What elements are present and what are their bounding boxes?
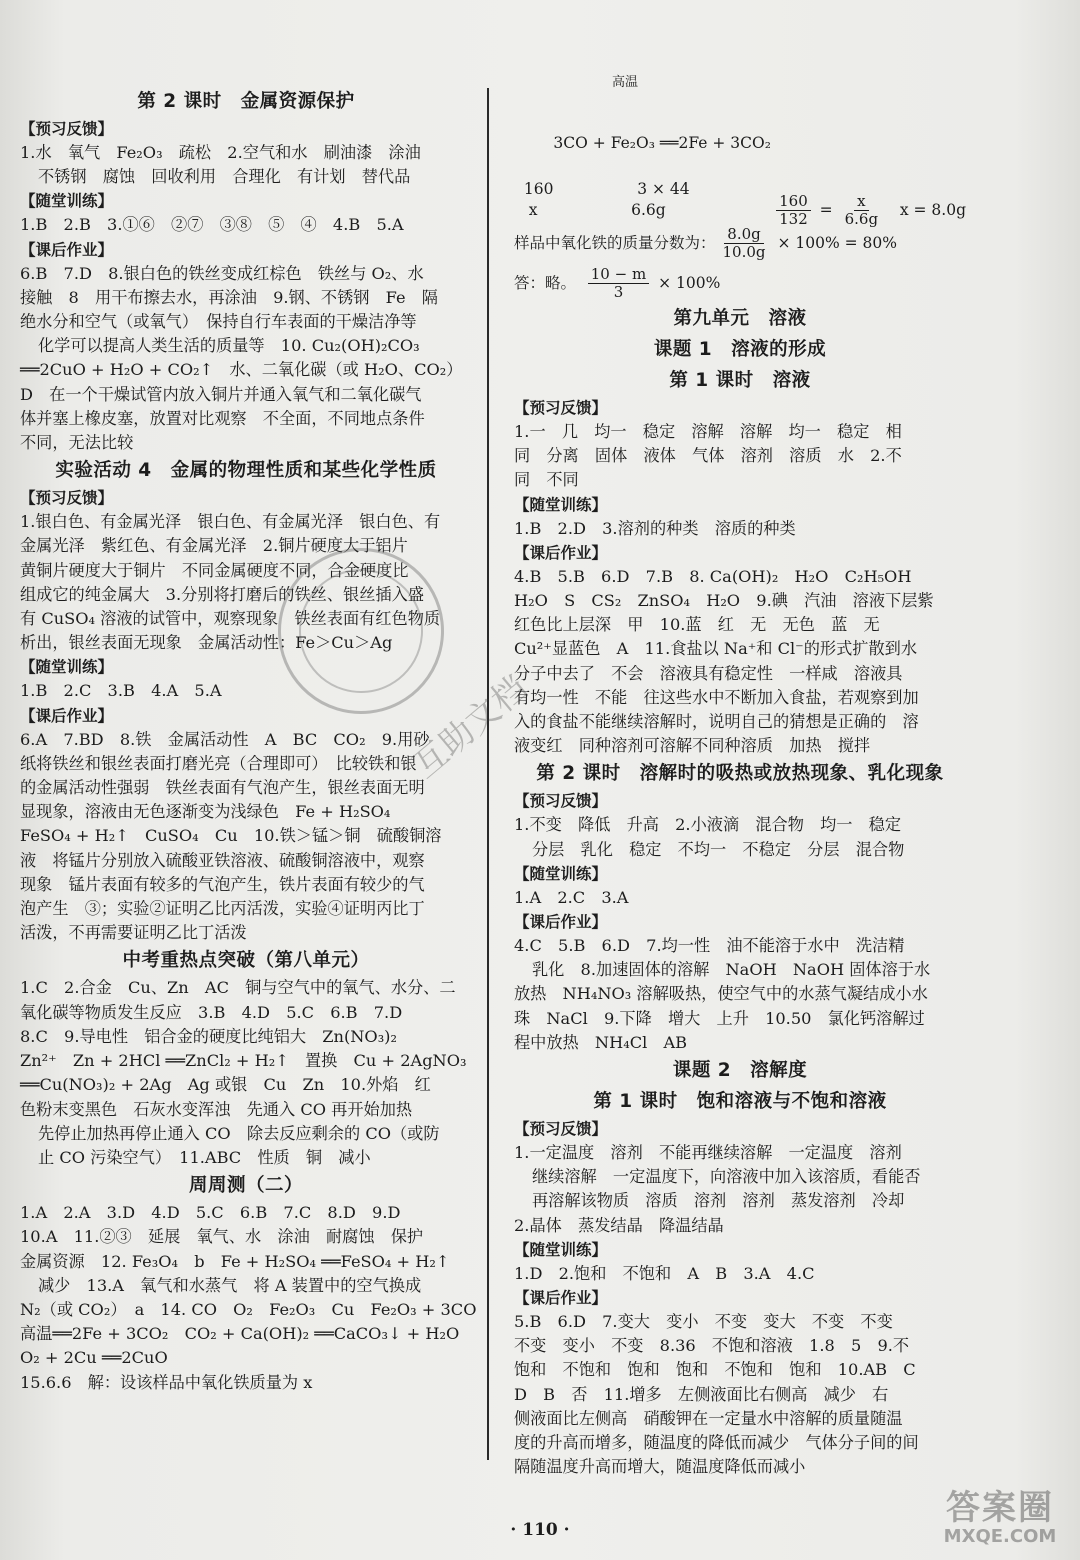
answer-line: O₂ + 2Cu ══2CuO [20,1348,168,1368]
answer-line: 金属资源 12. Fe₃O₄ b Fe + H₂SO₄ ══FeSO₄ + H₂↑ [20,1251,450,1271]
answer-line: 接触 8 用干布擦去水，再涂油 9.钢、不锈钢 Fe 隔 [20,287,438,307]
subsection-tag: 【课后作业】 [514,1289,608,1308]
mass-ratio-line: 160 3 × 44 [514,180,690,198]
answer-line: 析出，银丝表面无现象 金属活动性：Fe＞Cu＞Ag [20,633,393,653]
answer-line: 金属光泽 紫红色、有金属光泽 2.铜片硬度大于铝片 [20,536,408,556]
answer-line: 再溶解该物质 溶质 溶剂 溶剂 蒸发溶剂 冷却 [532,1191,905,1211]
section-heading: 课题 1 溶液的形成 [653,339,827,360]
answer-line: 1.D 2.饱和 不饱和 A B 3.A 4.C [514,1263,815,1283]
answer-line: 黄铜片硬度大于铜片 不同金属硬度不同，合金硬度比 [20,560,409,580]
answer-line: 1.C 2.合金 Cu、Zn AC 铜与空气中的氧气、水分、二 [20,978,456,998]
answer-line: 2.晶体 蒸发结晶 降温结晶 [514,1215,724,1235]
section-heading: 第 1 课时 溶液 [669,370,811,391]
answer-line: 乳化 8.加速固体的溶解 NaOH NaOH 固体溶于水 [532,960,931,980]
answer-line: 1.一 几 均一 稳定 溶解 溶解 均一 稳定 相 [514,422,902,441]
answer-line: 4.B 5.B 6.D 7.B 8. Ca(OH)₂ H₂O C₂H₅OH [514,566,912,586]
answer-line: ══Cu(NO₃)₂ + 2Ag Ag 或银 Cu Zn 10.外焰 红 [20,1075,431,1095]
answer-line: 液 将锰片分别放入硫酸亚铁溶液、硫酸铜溶液中，观察 [20,850,425,870]
section-heading: 第 2 课时 金属资源保护 [137,91,355,112]
answer-line: 的金属活动性强弱 铁丝表面有气泡产生，银丝表面无明 [20,778,425,798]
answer-line: 珠 NaCl 9.下降 增大 上升 10.50 氯化钙溶解过 [514,1008,925,1028]
answer-line: 现象 锰片表面有较多的气泡产生，铁片表面有较少的气 [20,874,425,894]
answer-line: 有 CuSO₄ 溶液的试管中，观察现象 铁丝表面有红色物质 [20,609,441,629]
percent-den: 10.0g [722,242,766,261]
subsection-tag: 【预习反馈】 [514,1120,608,1139]
equation-condition: 高温 [612,75,639,90]
answer-suffix: × 100% [653,273,721,292]
answer-line: 化学可以提高人类生活的质量等 10. Cu₂(OH)₂CO₃ [38,336,420,356]
right-column [514,75,966,1480]
section-heading: 第 1 课时 饱和溶液与不饱和溶液 [593,1091,887,1113]
answer-line: 8.C 9.导电性 铝合金的硬度比纯铝大 Zn(NO₃)₂ [20,1026,397,1046]
calc-block [514,75,966,303]
fraction-1 [776,193,811,228]
answer-line: D 在一个干燥试管内放入铜片并通入氧气和二氧化碳气 [20,384,422,404]
answer-line: 显现象，溶液由无色逐渐变为浅绿色 Fe + H₂SO₄ [20,802,391,822]
answer-line: 止 CO 污染空气） 11.ABC 性质 铜 减小 [38,1147,371,1167]
answer-line: 泡产生 ③；实验②证明乙比丙活泼，实验④证明丙比丁 [20,899,425,919]
section-heading: 第 2 课时 溶解时的吸热或放热现象、乳化现象 [536,763,944,785]
answer-line: 红色比上层深 甲 10.蓝 红 无 无色 蓝 无 [514,615,880,635]
subsection-tag: 【课后作业】 [20,706,114,725]
percent-row [514,223,966,263]
section-heading: 课题 2 溶解度 [672,1060,808,1082]
answer-line: 5.B 6.D 7.变大 变小 不变 变大 不变 不变 [514,1312,893,1332]
subsection-tag: 【随堂训练】 [514,1240,608,1259]
subsection-tag: 【课后作业】 [20,240,114,259]
answer-row [514,263,966,303]
percent-suffix: × 100% = 80% [772,233,897,252]
answer-line: H₂O S CS₂ ZnSO₄ H₂O 9.碘 汽油 溶液下层紫 [514,591,934,611]
answer-line: 1.A 2.C 3.A [514,887,629,907]
unknown-line: x 6.6g [514,200,666,219]
answer-line: 分层 乳化 稳定 不均一 不稳定 分层 混合物 [532,839,905,859]
answer-line: 6.B 7.D 8.银白色的铁丝变成红棕色 铁丝与 O₂、水 [20,263,424,283]
answer-line: 体并塞上橡皮塞，放置对比观察 不全面，不同地点条件 [20,408,425,428]
answer-line: 同 不同 [514,470,579,490]
fraction-2 [842,193,881,228]
answer-line: 高温══2Fe + 3CO₂ CO₂ + Ca(OH)₂ ══CaCO₃↓ + H₂O [20,1324,460,1344]
answer-line: 度的升高而增多，随温度的降低而减少 气体分子间的间 [514,1433,919,1453]
answer-den: 3 [613,282,624,301]
watermark-text: 互助文档 [405,668,536,787]
answer-line: ══2CuO + H₂O + CO₂↑ 水、二氧化碳（或 H₂O、CO₂） [20,360,463,380]
answer-line: Cu²⁺显蓝色 A 11.食盐以 Na⁺和 Cl⁻的形式扩散到水 [514,639,918,659]
percent-num: 8.0g [724,226,763,244]
subsection-tag: 【预习反馈】 [514,792,608,811]
answer-line: 1.银白色、有金属光泽 银白色、有金属光泽 银白色、有 [20,512,441,532]
answer-line: 绝水分和空气（或氧气） 保持自行车表面的干燥洁净等 [20,312,417,332]
answer-prefix: 答：略。 [514,273,584,292]
answer-line: 活泼，不再需要证明乙比丁活泼 [20,923,247,943]
answer-line: 同 分离 固体 液体 气体 溶剂 溶质 水 2.不 [514,446,902,466]
answer-line: 6.A 7.BD 8.铁 金属活动性 A BC CO₂ 9.用砂 [20,729,430,749]
answer-line: 侧液面比左侧高 硝酸钾在一定量水中溶解的质量随温 [514,1408,903,1428]
answer-line: 不同，无法比较 [20,433,134,453]
answer-line: D B 否 11.增多 左侧液面比右侧高 减少 右 [514,1384,889,1404]
answer-line: 1.一定温度 溶剂 不能再继续溶解 一定温度 溶剂 [514,1143,902,1163]
equal-sign: = [814,200,838,219]
section-heading: 实验活动 4 金属的物理性质和某些化学性质 [55,460,437,482]
subsection-tag: 【课后作业】 [514,913,608,932]
answer-num: 10 − m [588,266,649,284]
fraction-2-den: 6.6g [844,209,879,228]
section-heading: 周周测（二） [188,1175,303,1197]
answer-line: 程中放热 NH₄Cl AB [514,1032,688,1052]
answer-line: 饱和 不饱和 饱和 饱和 不饱和 饱和 10.AB C [514,1360,916,1380]
site-logo [930,1490,1070,1555]
answer-line: 1.B 2.C 3.B 4.A 5.A [20,681,222,701]
answer-line: 15.6.6 解：设该样品中氧化铁质量为 x [20,1372,313,1392]
answer-line: 不锈钢 腐蚀 回收利用 合理化 有计划 替代品 [38,167,411,187]
answer-line: 有均一性 不能 往这些水中不断加入食盐，若观察到加 [514,687,919,707]
subsection-tag: 【预习反馈】 [20,489,114,508]
answer-line: N₂（或 CO₂） a 14. CO O₂ Fe₂O₃ Cu Fe₂O₃ + 3CO [20,1299,477,1319]
fraction-1-den: 132 [779,209,808,228]
answer-line: 10.A 11.②③ 延展 氧气、水 涂油 耐腐蚀 保护 [20,1227,424,1247]
answer-line: FeSO₄ + H₂↑ CuSO₄ Cu 10.铁＞锰＞铜 硫酸铜溶 [20,826,442,846]
answer-line: 先停止加热再停止通入 CO 除去反应剩余的 CO（或防 [38,1123,440,1143]
answer-line: 色粉末变黑色 石灰水变浑浊 先通入 CO 再开始加热 [20,1099,413,1119]
answer-line: 不变 变小 不变 8.36 不饱和溶液 1.8 5 9.不 [514,1336,910,1356]
answer-line: 液变红 同种溶剂可溶解不同种溶质 加热 搅拌 [514,736,871,756]
page-number: · 110 · [510,1520,570,1540]
proportion-row [514,191,966,228]
section-heading: 第九单元 溶液 [673,308,807,329]
equation-line [514,75,966,178]
answer-line: Zn²⁺ Zn + 2HCl ══ZnCl₂ + H₂↑ 置换 Cu + 2AgNO₃ [20,1051,467,1071]
subsection-tag: 【随堂训练】 [20,658,114,677]
answer-line: 纸将铁丝和银丝表面打磨光亮（合理即可） 比较铁和银 [20,753,417,773]
answer-line: 组成它的纯金属大 3.分别将打磨后的铁丝、银丝插入盛 [20,584,424,604]
left-column [20,86,477,1395]
answer-line: 1.B 2.B 3.①⑥ ②⑦ ③⑧ ⑤ ④ 4.B 5.A [20,215,404,235]
subsection-tag: 【随堂训练】 [20,192,114,211]
subsection-tag: 【随堂训练】 [514,864,608,883]
logo-title: 答案圈 [946,1488,1054,1528]
answer-line: 放热 NH₄NO₃ 溶解吸热，使空气中的水蒸气凝结成小水 [514,984,928,1004]
section-heading: 中考重热点突破（第八单元） [122,950,370,972]
column-divider [487,88,489,1460]
answer-line: 1.B 2.D 3.溶剂的种类 溶质的种类 [514,518,796,538]
logo-url: MXQE.COM [943,1526,1057,1547]
answer-line: 4.C 5.B 6.D 7.均一性 油不能溶于水中 洗洁精 [514,936,905,956]
answer-line: 入的食盐不能继续溶解时，说明自己的猜想是正确的 溶 [514,712,919,732]
subsection-tag: 【随堂训练】 [514,495,608,514]
percent-fraction [720,226,769,261]
equation-text: 3CO + Fe₂O₃ ══2Fe + 3CO₂ [553,134,771,152]
answer-line: 1.A 2.A 3.D 4.D 5.C 6.B 7.C 8.D 9.D [20,1203,401,1223]
subsection-tag: 【预习反馈】 [20,120,114,138]
fraction-2-num: x [854,193,868,211]
answer-fraction [588,266,649,301]
right-column-text [514,303,966,1480]
percent-prefix: 样品中氧化铁的质量分数为： [514,233,716,252]
answer-line: 隔随温度升高而增大，随温度降低而减小 [514,1457,806,1477]
answer-line: 1.不变 降低 升高 2.小液滴 混合物 均一 稳定 [514,815,902,835]
answer-line: 减少 13.A 氧气和水蒸气 将 A 装置中的空气换成 [38,1275,422,1295]
subsection-tag: 【预习反馈】 [514,399,608,417]
answer-line: 继续溶解 一定温度下，向溶液中加入该溶质，看能否 [532,1167,921,1187]
answer-line: 氧化碳等物质发生反应 3.B 4.D 5.C 6.B 7.D [20,1002,403,1022]
result-x: x = 8.0g [885,200,966,219]
answer-line: 分子中去了 不会 溶液具有稳定性 一样咸 溶液具 [514,663,903,683]
subsection-tag: 【课后作业】 [514,543,608,562]
fraction-1-num: 160 [776,193,811,211]
answer-line: 1.水 氧气 Fe₂O₃ 疏松 2.空气和水 刷油漆 涂油 [20,143,421,162]
